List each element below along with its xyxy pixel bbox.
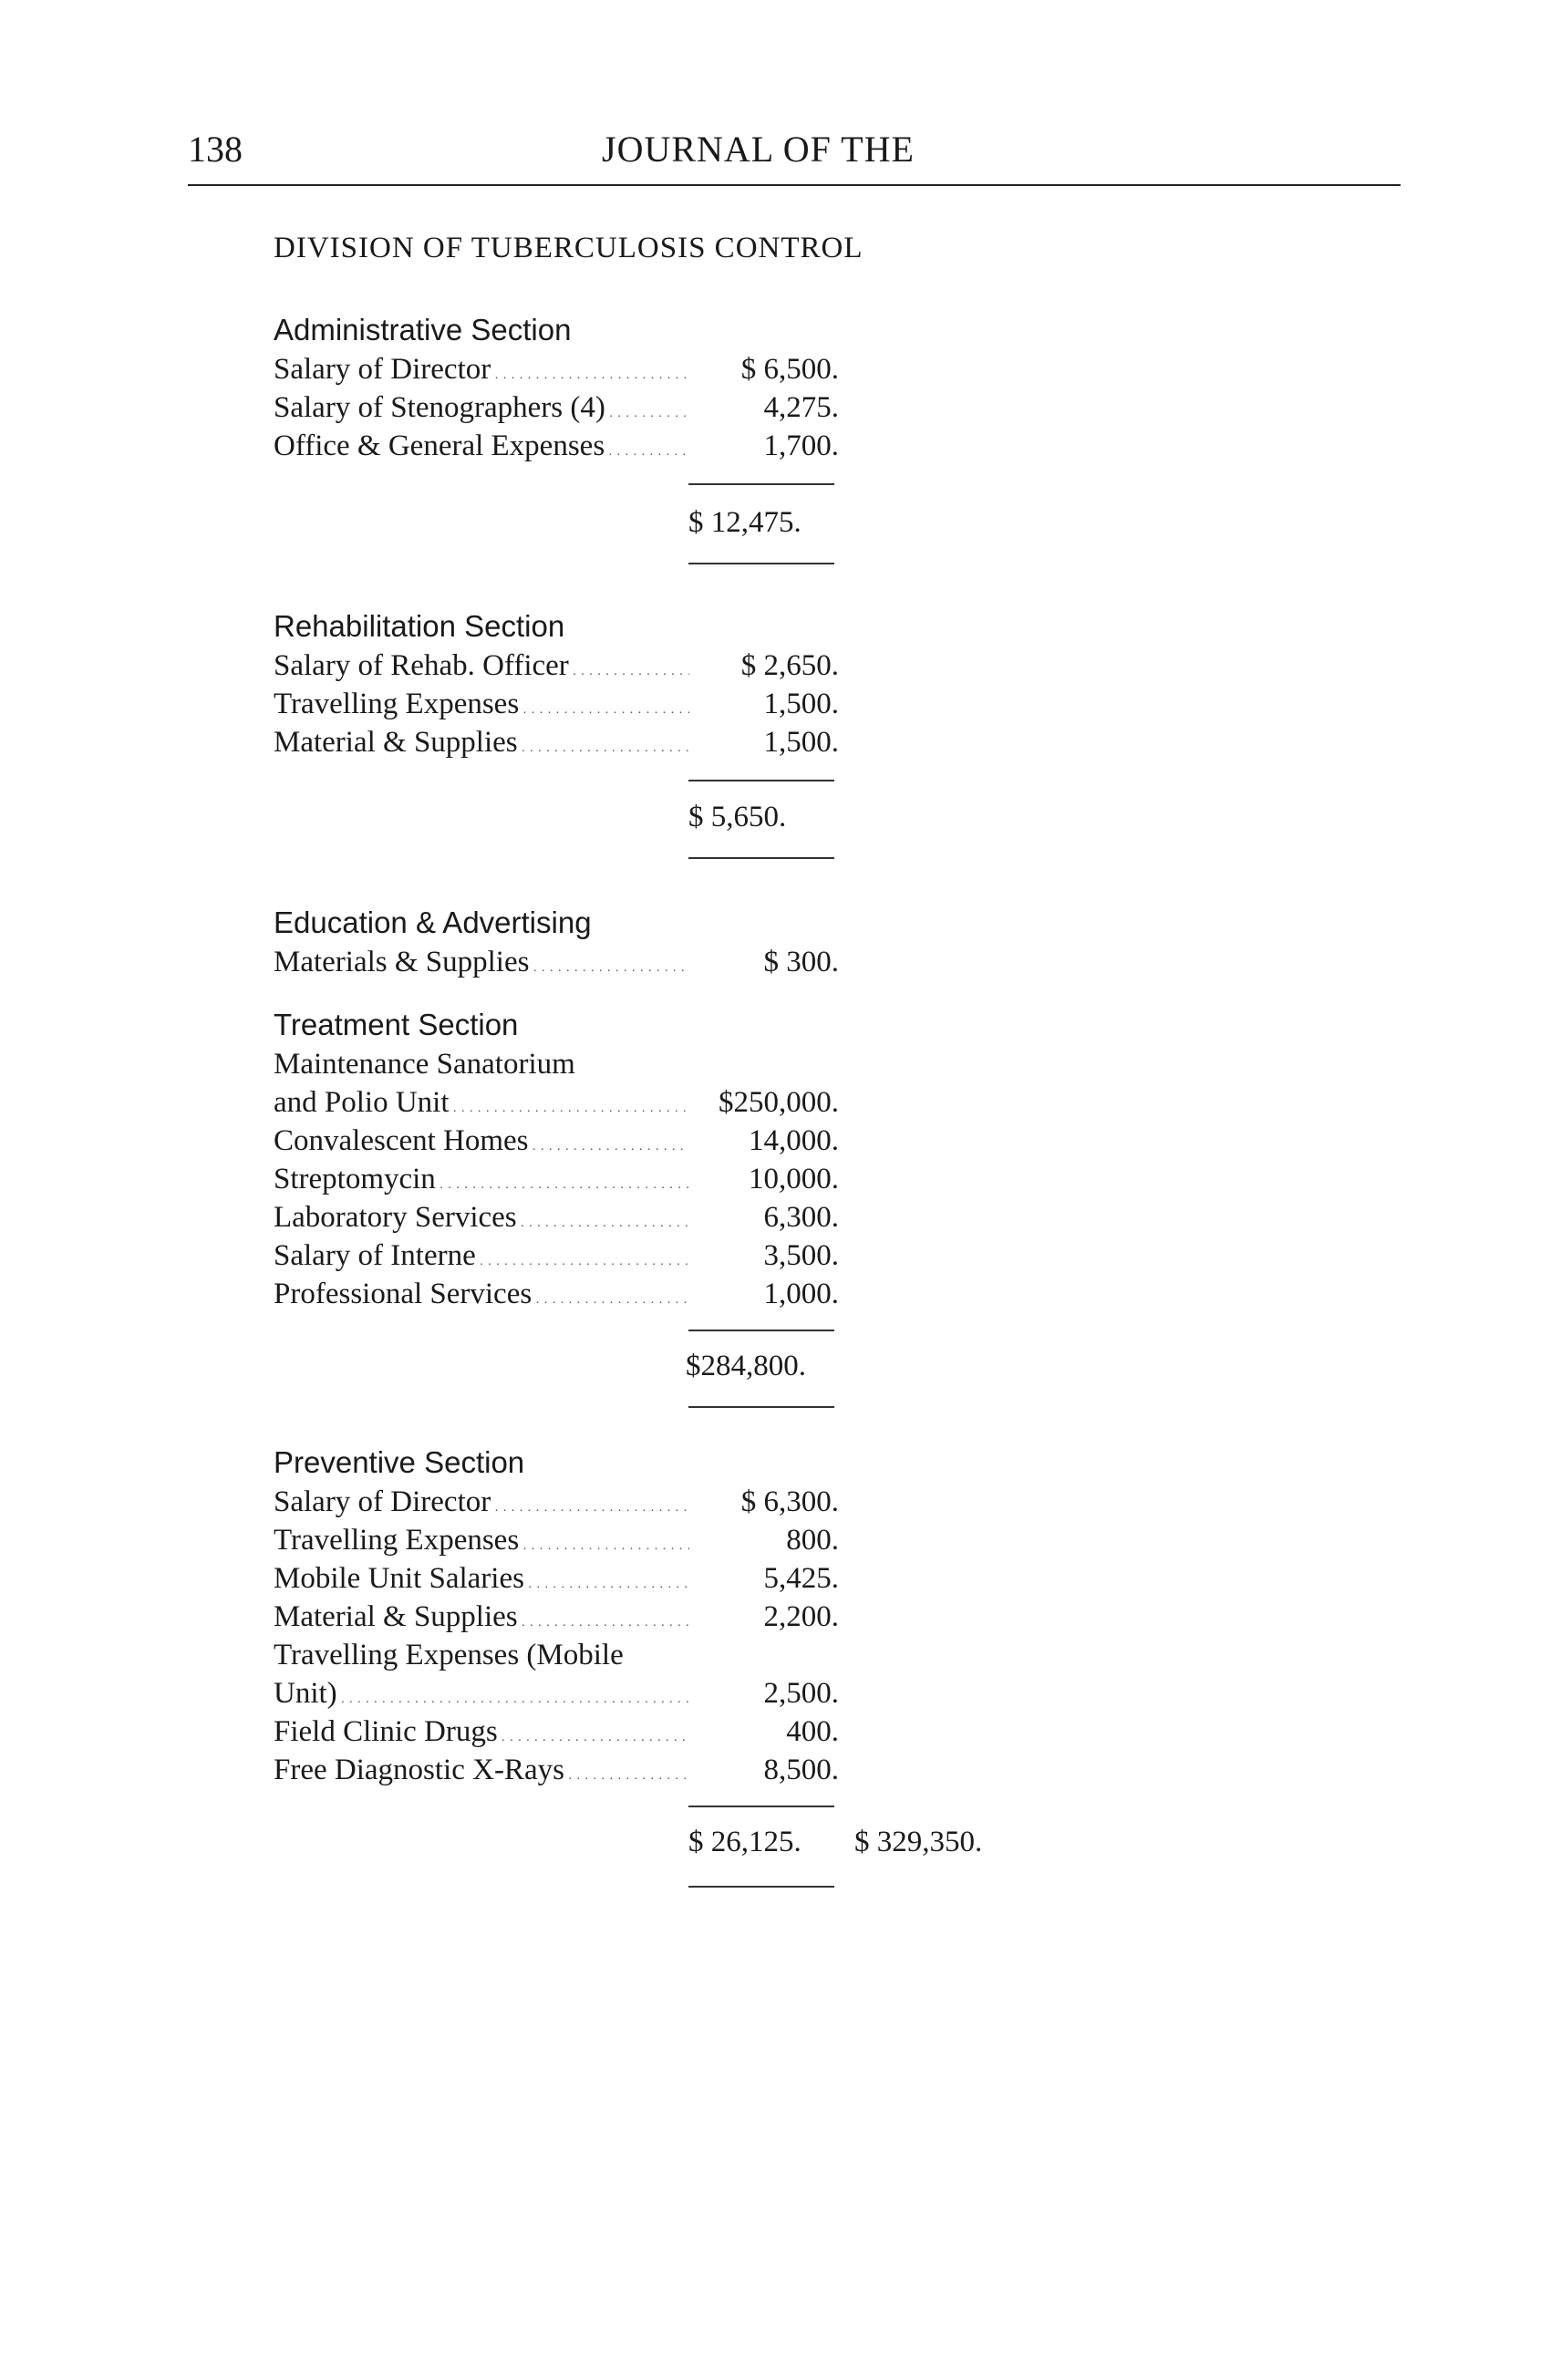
header-rule <box>188 184 1401 186</box>
item-amount: $ 6,500. <box>740 353 839 386</box>
item-amount: 4,275. <box>763 391 839 424</box>
item-amount: 2,500. <box>763 1677 839 1710</box>
preventive-section <box>274 1443 839 1789</box>
item-label: Material & Supplies . . . <box>274 1598 689 1642</box>
education-section <box>274 903 839 981</box>
line-item <box>274 1636 839 1674</box>
item-amount: 6,300. <box>763 1201 839 1234</box>
item-label: Travelling Expenses (Mobile <box>274 1639 624 1671</box>
section-total: $ 26,125. <box>688 1826 802 1858</box>
item-amount: 1,500. <box>763 688 839 720</box>
line-item <box>274 1751 839 1789</box>
line-item <box>274 1521 839 1559</box>
item-label: Laboratory Services . . . <box>274 1198 689 1243</box>
section-title: Preventive Section <box>274 1445 525 1479</box>
subtotal-rule-bottom <box>688 857 834 859</box>
item-amount: 1,700. <box>763 429 839 462</box>
item-amount: 400. <box>786 1715 839 1748</box>
item-label: Salary of Director . . . <box>274 1483 689 1527</box>
subtotal-rule-bottom <box>688 563 834 564</box>
line-item <box>274 943 839 981</box>
line-item <box>274 1275 839 1313</box>
journal-title: JOURNAL OF THE <box>602 129 915 170</box>
section-total: $ 5,650. <box>688 801 787 833</box>
item-label: Salary of Rehab. Officer . . . <box>274 647 689 691</box>
item-amount: 14,000. <box>749 1124 839 1157</box>
subtotal-rule-bottom <box>688 1406 834 1408</box>
line-item <box>274 1674 839 1713</box>
treatment-section <box>274 1005 839 1313</box>
item-label: Material & Supplies . . . <box>274 723 689 768</box>
item-label: Mobile Unit Salaries . . . <box>274 1559 689 1604</box>
item-amount: 2,200. <box>763 1600 839 1633</box>
item-label: Salary of Interne . . . <box>274 1237 689 1281</box>
item-amount: 5,425. <box>763 1562 839 1595</box>
item-label: Materials & Supplies . . . <box>274 943 689 988</box>
item-label: Unit) . . . <box>274 1674 689 1719</box>
line-item <box>274 1083 839 1122</box>
item-label: Field Clinic Drugs . . . <box>274 1713 689 1757</box>
item-amount: 8,500. <box>763 1754 839 1786</box>
subtotal-rule-top <box>688 483 834 485</box>
item-amount: 3,500. <box>763 1239 839 1272</box>
item-label: Streptomycin . . . <box>274 1160 689 1205</box>
item-amount: $ 2,650. <box>740 649 839 682</box>
item-label: and Polio Unit . . . <box>274 1083 689 1128</box>
section-title: Rehabilitation Section <box>274 609 565 643</box>
item-label: Free Diagnostic X-Rays . . . <box>274 1751 689 1795</box>
line-item <box>274 388 839 427</box>
item-label: Travelling Expenses . . . <box>274 685 689 730</box>
line-item <box>274 1160 839 1198</box>
item-amount: 1,000. <box>763 1278 839 1310</box>
line-item <box>274 1122 839 1160</box>
section-title: Administrative Section <box>274 313 572 347</box>
item-label: Salary of Stenographers (4) . . . <box>274 388 689 433</box>
item-amount: 1,500. <box>763 726 839 759</box>
item-label: Salary of Director . . . <box>274 350 689 395</box>
line-item <box>274 1237 839 1275</box>
line-item <box>274 723 839 761</box>
item-label: Professional Services . . . <box>274 1275 689 1319</box>
item-amount: $250,000. <box>719 1086 839 1119</box>
line-item <box>274 1045 839 1083</box>
subtotal-rule-top <box>688 1330 834 1331</box>
item-amount: $ 6,300. <box>740 1485 839 1518</box>
section-title: Treatment Section <box>274 1008 519 1041</box>
section-total: $284,800. <box>686 1350 806 1382</box>
line-item <box>274 1483 839 1521</box>
line-item <box>274 1713 839 1751</box>
rehabilitation-section <box>274 606 839 761</box>
item-amount: 800. <box>786 1524 839 1557</box>
line-item <box>274 1198 839 1237</box>
grand-total: $ 329,350. <box>854 1826 983 1858</box>
line-item <box>274 427 839 465</box>
administrative-section <box>274 310 839 465</box>
item-label: Convalescent Homes . . . <box>274 1122 689 1166</box>
line-item <box>274 1598 839 1636</box>
page-number: 138 <box>188 129 243 170</box>
section-total: $ 12,475. <box>688 506 802 539</box>
item-label: Maintenance Sanatorium <box>274 1048 575 1081</box>
item-amount: 10,000. <box>749 1163 839 1195</box>
line-item <box>274 647 839 685</box>
division-title: DIVISION OF TUBERCULOSIS CONTROL <box>274 232 864 264</box>
subtotal-rule-top <box>688 1806 834 1807</box>
subtotal-rule-top <box>688 780 834 781</box>
line-item <box>274 685 839 723</box>
line-item <box>274 350 839 388</box>
line-item <box>274 1559 839 1598</box>
item-amount: $ 300. <box>763 946 839 978</box>
section-title: Education & Advertising <box>274 905 592 939</box>
item-label: Office & General Expenses . . . <box>274 427 689 471</box>
subtotal-rule-bottom <box>688 1886 834 1888</box>
item-label: Travelling Expenses . . . <box>274 1521 689 1566</box>
